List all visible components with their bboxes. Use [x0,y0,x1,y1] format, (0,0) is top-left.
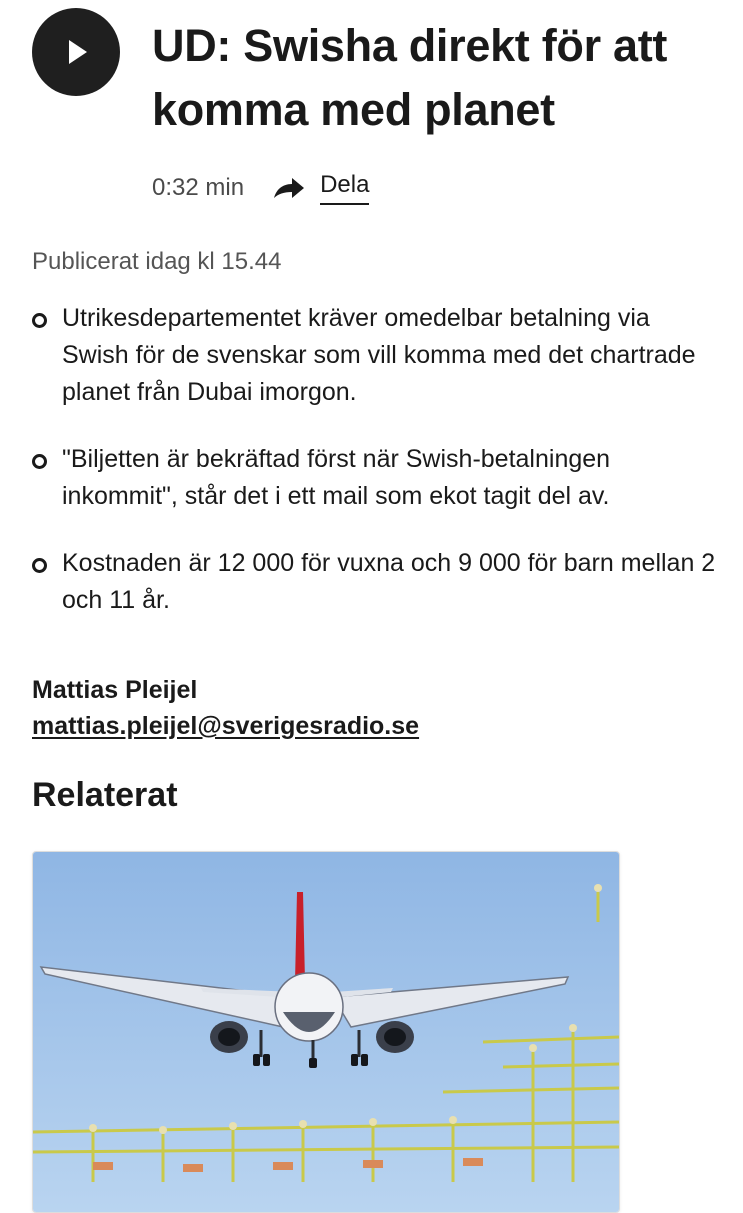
bullet-text: Utrikesdepartementet kräver omedelbar betalning via Swish för de svenskar som vill komma med det chartrade planet från Dubai imorgon. [62,304,696,406]
published-timestamp: Publicerat idag kl 15.44 [32,248,282,275]
summary-list [32,300,722,649]
author-name: Mattias Pleijel [32,676,198,704]
play-button[interactable] [32,8,120,96]
article-title: UD: Swisha direkt för att komma med planet [152,20,668,135]
play-icon [58,34,94,70]
circle-bullet-icon [32,558,47,573]
author-email-link[interactable]: mattias.pleijel@sverigesradio.se [32,712,420,740]
related-article-card[interactable] [32,851,620,1213]
bullet-text: Kostnaden är 12 000 för vuxna och 9 000 för barn mellan 2 och 11 år. [62,549,716,614]
audio-duration: 0:32 min [152,174,245,201]
bullet-text: "Biljetten är bekräftad först när Swish-betalningen inkommit", står det i ett mail som ekot tagit del av. [62,445,611,510]
list-item [32,300,722,411]
list-item [32,441,722,515]
related-heading: Relaterat [32,776,178,814]
airplane-landing-photo [33,852,619,1212]
circle-bullet-icon [32,313,47,328]
article-meta [152,168,369,208]
circle-bullet-icon [32,454,47,469]
list-item [32,545,722,619]
share-button[interactable] [272,171,369,205]
author-block [32,672,419,744]
share-arrow-icon [272,176,306,200]
share-label: Dela [320,171,369,205]
